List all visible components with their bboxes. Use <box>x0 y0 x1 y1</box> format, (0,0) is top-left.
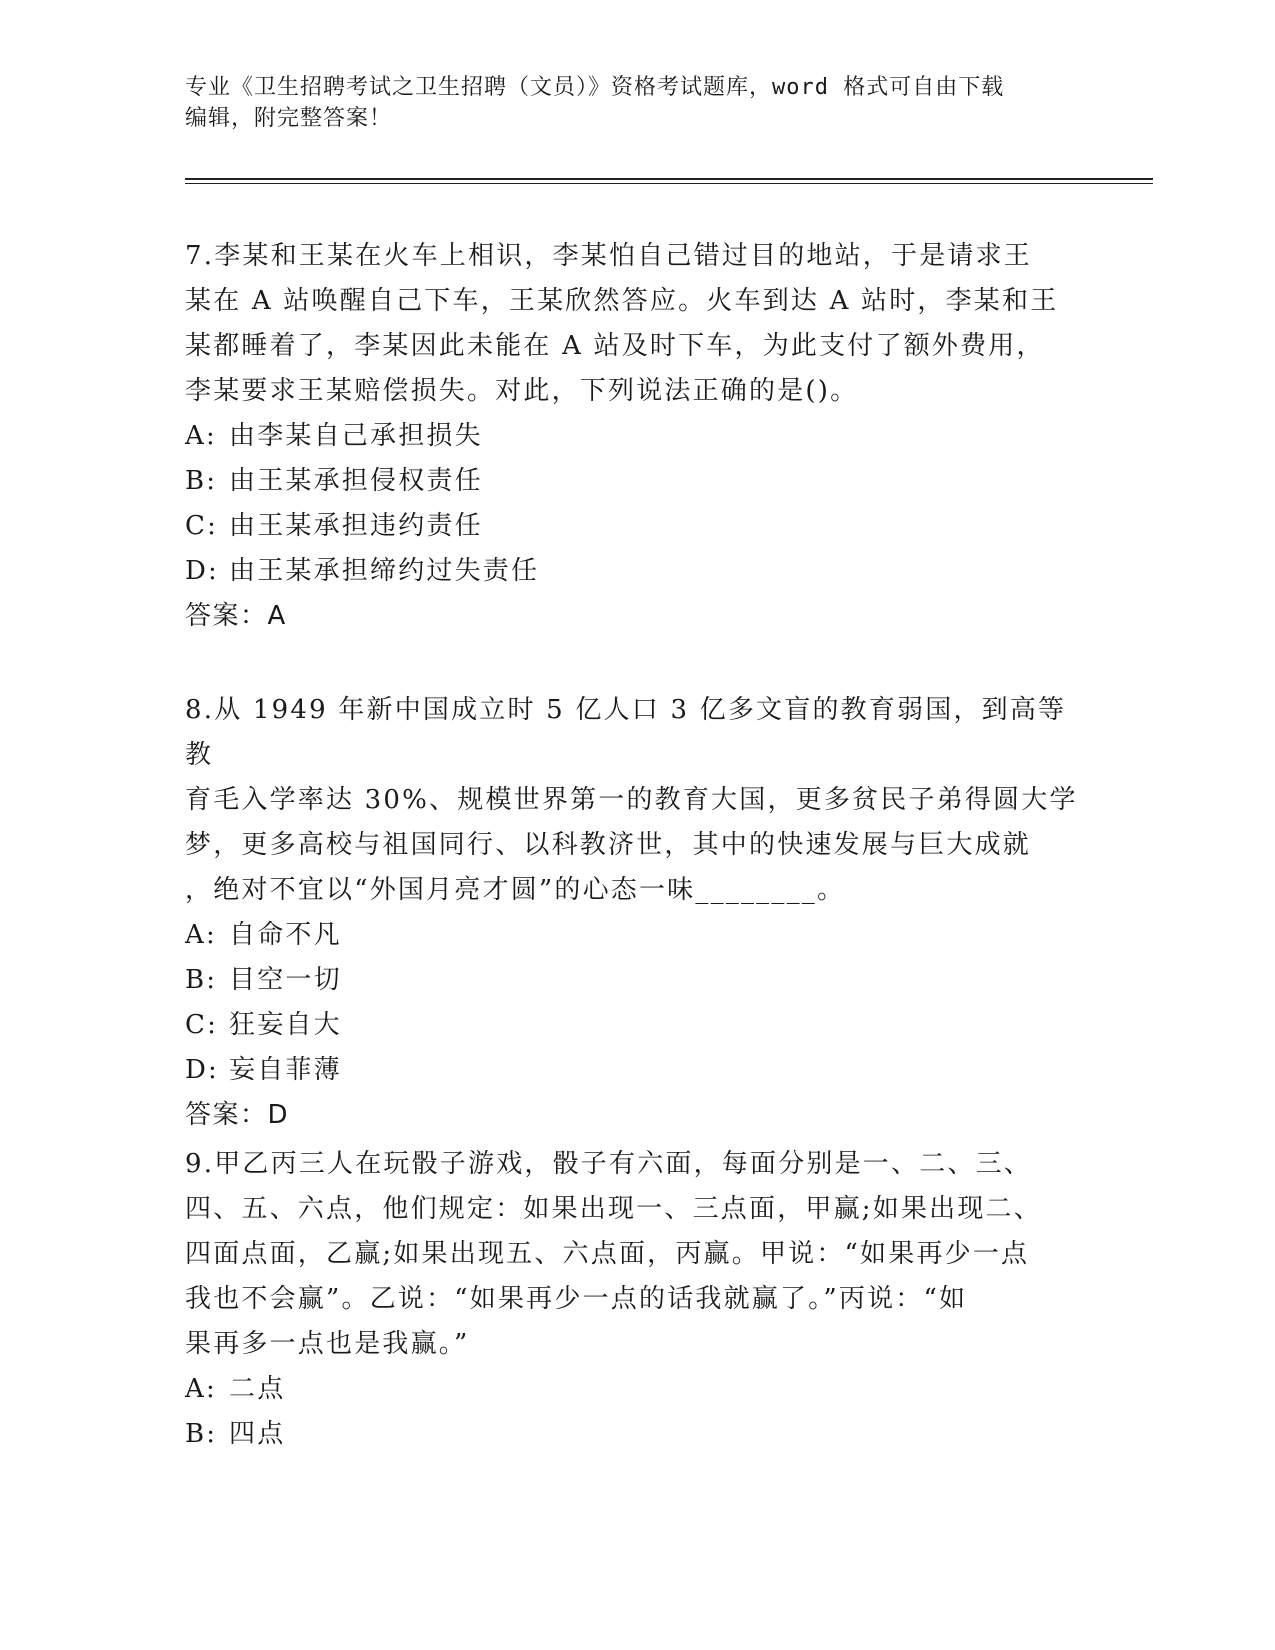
option-letter: B: <box>185 466 218 496</box>
option-text: 狂妄自大 <box>229 1010 342 1040</box>
question-stem-line: 9.甲乙丙三人在玩骰子游戏，骰子有六面，每面分别是一、二、三、 <box>185 1149 1033 1179</box>
answer-line: 答案：D <box>185 1100 290 1130</box>
option-text: 自命不凡 <box>229 920 342 950</box>
option-text: 四点 <box>229 1419 286 1449</box>
option-a <box>185 913 1085 958</box>
question-stem-line: 果再多一点也是我赢。” <box>185 1329 470 1359</box>
option-letter: A: <box>185 920 217 950</box>
document-header <box>185 72 1085 134</box>
question-stem-line: ，绝对不宜以“外国月亮才圆”的心态一味________。 <box>185 875 846 905</box>
option-a <box>185 414 1085 459</box>
option-d <box>185 549 1085 594</box>
header-line-2: 编辑，附完整答案！ <box>185 106 393 131</box>
option-text: 由王某承担侵权责任 <box>229 466 483 496</box>
option-letter: C: <box>185 1010 219 1040</box>
question-stem-line: 育毛入学率达 30%、规模世界第一的教育大国，更多贫民子弟得圆大学 <box>185 785 1078 815</box>
question-stem-line: 某都睡着了，李某因此未能在 A 站及时下车，为此支付了额外费用， <box>185 331 1045 361</box>
question-7 <box>185 234 1085 639</box>
header-divider-thin <box>185 183 1153 184</box>
option-b <box>185 1412 1085 1457</box>
question-stem-line: 某在 A 站唤醒自己下车，王某欣然答应。火车到达 A 站时，李某和王 <box>185 286 1059 316</box>
option-text: 由王某承担缔约过失责任 <box>229 556 540 586</box>
option-text: 由李某自己承担损失 <box>229 421 483 451</box>
question-stem-line: 7.李某和王某在火车上相识，李某怕自己错过目的地站，于是请求王 <box>185 241 1033 271</box>
option-c <box>185 1003 1085 1048</box>
option-letter: A: <box>185 1374 217 1404</box>
option-a <box>185 1367 1085 1412</box>
question-stem-line: 梦，更多高校与祖国同行、以科教济世，其中的快速发展与巨大成就 <box>185 830 1032 860</box>
option-letter: C: <box>185 511 219 541</box>
answer-line: 答案：A <box>185 601 287 631</box>
question-stem-line: 四面点面，乙赢;如果出现五、六点面，丙赢。甲说：“如果再少一点 <box>185 1239 1030 1269</box>
header-line-1: 专业《卫生招聘考试之卫生招聘（文员）》资格考试题库，word 格式可自由下载 <box>185 75 1005 100</box>
header-divider-thick <box>185 178 1153 180</box>
option-text: 妄自菲薄 <box>229 1055 342 1085</box>
question-stem-line: 8.从 1949 年新中国成立时 5 亿人口 3 亿多文盲的教育弱国，到高等教 <box>185 695 1067 770</box>
option-c <box>185 504 1085 549</box>
option-letter: B: <box>185 1419 218 1449</box>
option-letter: A: <box>185 421 217 451</box>
option-letter: B: <box>185 965 218 995</box>
option-text: 二点 <box>229 1374 286 1404</box>
question-stem-line: 四、五、六点，他们规定：如果出现一、三点面，甲赢;如果出现二、 <box>185 1194 1042 1224</box>
question-8 <box>185 688 1085 1138</box>
option-b <box>185 459 1085 504</box>
question-stem-line: 我也不会赢”。乙说：“如果再少一点的话我就赢了。”丙说：“如 <box>185 1284 968 1314</box>
question-stem-line: 李某要求王某赔偿损失。对此，下列说法正确的是()。 <box>185 376 859 406</box>
option-d <box>185 1048 1085 1093</box>
option-letter: D: <box>185 1055 220 1085</box>
option-text: 目空一切 <box>229 965 342 995</box>
option-text: 由王某承担违约责任 <box>229 511 483 541</box>
question-9 <box>185 1142 1085 1457</box>
option-letter: D: <box>185 556 220 586</box>
option-b <box>185 958 1085 1003</box>
